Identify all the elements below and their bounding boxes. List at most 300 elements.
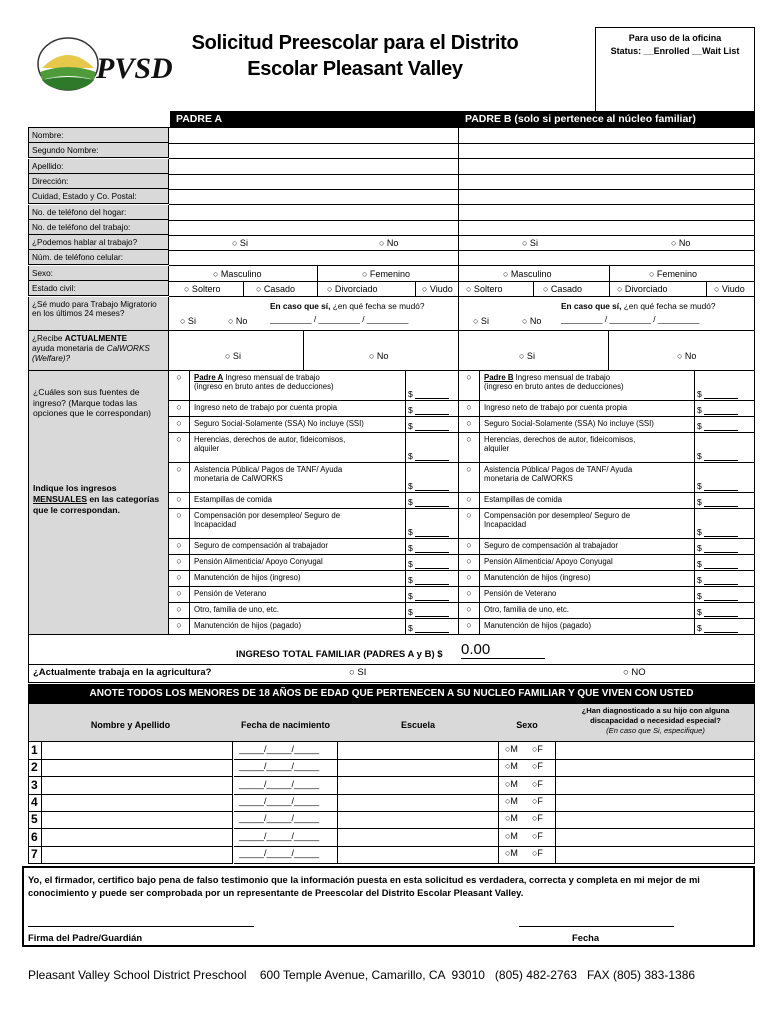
income-b-amount-divider-7 [694,539,695,555]
income-a-amount-12[interactable] [408,623,449,633]
income-b-label-2: Seguro Social-Solamente (SSA) No incluye (SSI) [484,419,654,428]
child-school-field[interactable] [338,777,499,795]
date-line[interactable] [519,926,674,927]
income-b-amount-7[interactable] [697,543,738,553]
padre-a-field-1[interactable] [169,143,459,159]
income-b-checkbox-2[interactable]: ○ [459,417,480,433]
child-school-field[interactable] [338,829,499,847]
special-h1: ¿Han diagnosticado a su hijo con alguna [581,706,730,715]
amount-blank[interactable] [704,576,738,585]
income-a-amount-divider-8 [405,555,406,571]
signature-label: Firma del Padre/Guardián [28,932,143,943]
dollar-sign: $ [697,543,705,553]
col-school-header: Escuela [400,720,436,730]
income-b-amount-divider-12 [694,619,695,635]
child-school-field[interactable] [338,846,499,864]
income-b-checkbox-12[interactable]: ○ [459,619,480,635]
amount-blank[interactable] [415,528,449,537]
income-b-label-5: Estampillas de comida [484,495,563,504]
dollar-sign: $ [408,527,416,537]
title-line-2: Escolar Pleasant Valley [247,58,463,80]
civil-b-divorciado[interactable]: ○ Divorciado [617,284,668,294]
calworks-a-si[interactable]: ○ Si [225,351,241,361]
dollar-sign: $ [408,591,416,601]
dollar-sign: $ [697,623,705,633]
income-a-amount-6[interactable] [408,527,449,537]
income-a-checkbox-2[interactable]: ○ [169,417,190,433]
parent-label-7: ¿Podemos hablar al trabajo? [28,235,169,250]
child-name-field[interactable] [42,777,233,795]
income-a-label-9: Manutención de hijos (ingreso) [194,573,301,582]
child-dob-blank[interactable]: _____/_____/_____ [239,796,320,806]
income-a-amount-divider-11 [405,603,406,619]
amount-blank[interactable] [415,406,449,415]
calworks-l3: ayuda monetaria de [32,343,105,353]
income-b-label-0: Padre B Ingreso mensual de trabajo (ingreso en bruto antes de deducciones) [484,373,624,392]
child-special-field[interactable] [556,829,755,847]
amount-blank[interactable] [704,560,738,569]
total-income-label: INGRESO TOTAL FAMILIAR (PADRES A y B) $ [236,649,443,660]
amount-blank[interactable] [415,498,449,507]
income-b-amount-divider-8 [694,555,695,571]
dollar-sign: $ [408,421,416,431]
amount-blank[interactable] [704,544,738,553]
income-b-amount-1[interactable] [697,405,738,415]
dollar-sign: $ [697,451,705,461]
col-special-header [556,706,755,736]
amount-blank[interactable] [415,452,449,461]
income-b-amount-11[interactable] [697,607,738,617]
amount-blank[interactable] [704,624,738,633]
civil-b-casado[interactable]: ○ Casado [543,284,582,294]
dollar-sign: $ [697,481,705,491]
calworks-b-no[interactable]: ○ No [677,351,697,361]
income-monthly-label [33,483,165,517]
income-a-amount-divider-9 [405,571,406,587]
dollar-sign: $ [408,497,416,507]
income-b-amount-4[interactable] [697,481,738,491]
income-b-checkbox-8[interactable]: ○ [459,555,480,571]
civil-a-viudo[interactable]: ○ Viudo [422,284,453,294]
income-a-amount-divider-12 [405,619,406,635]
child-name-field[interactable] [42,742,233,760]
amount-blank[interactable] [415,592,449,601]
income-b-amount-divider-10 [694,587,695,603]
calworks-a-no[interactable]: ○ No [369,351,389,361]
parent-label-0: Nombre: [28,128,169,143]
income-b-checkbox-5[interactable]: ○ [459,493,480,509]
calworks-l1: ¿Recibe [32,334,63,343]
income-a-checkbox-4[interactable]: ○ [169,463,190,493]
monthly-l2: MENSUALES [33,494,87,505]
agriculture-question: ¿Actualmente trabaja en la agricultura? [33,667,212,678]
child-school-field[interactable] [338,742,499,760]
income-a-checkbox-3[interactable]: ○ [169,433,190,463]
dollar-sign: $ [408,543,416,553]
income-a-label-6: Compensación por desempleo/ Seguro de Incapacidad [194,511,341,530]
children-banner: ANOTE TODOS LOS MENORES DE 18 AÑOS DE EDAD QUE PERTENECEN A SU NUCLEO FAMILIAR Y QUE VIVEN CON USTED [28,684,755,704]
income-a-amount-9[interactable] [408,575,449,585]
parent-label-10: Estado civil: [28,281,169,296]
income-b-amount-0[interactable] [697,389,738,399]
child-sex-m[interactable]: ○M [505,779,518,789]
parent-label-1: Segundo Nombre: [28,143,169,158]
child-school-field[interactable] [338,794,499,812]
income-a-amount-divider-6 [405,509,406,539]
amount-blank[interactable] [415,624,449,633]
income-b-label-9: Manutención de hijos (ingreso) [484,573,591,582]
amount-blank[interactable] [415,482,449,491]
child-sex-m[interactable]: ○M [505,744,518,754]
child-sex-m[interactable]: ○M [505,796,518,806]
migrant-b-date[interactable]: _________ / _________ / _________ [561,314,700,324]
parent-label-4: Cuidad, Estado y Co. Postal: [28,189,169,204]
padre-b-field-0[interactable] [459,128,755,144]
dollar-sign: $ [697,497,705,507]
child-sex-m[interactable]: ○M [505,761,518,771]
child-school-field[interactable] [338,759,499,777]
income-b-checkbox-10[interactable]: ○ [459,587,480,603]
certification-box [22,866,755,947]
padre-a-field-6[interactable] [169,220,459,236]
sex-b-masculino[interactable]: ○ Masculino [503,269,552,279]
child-special-field[interactable] [556,846,755,864]
child-sex-f[interactable]: ○F [532,848,543,858]
civil-a-divider-1 [317,281,318,297]
child-row-number: 4 [31,795,38,809]
total-income-value[interactable]: 0.00 [461,641,545,659]
income-b-amount-2[interactable] [697,421,738,431]
migrant-a-question [270,302,425,312]
child-special-field[interactable] [556,794,755,812]
income-b-label-3: Herencias, derechos de autor, fideicomisos, alquiler [484,435,636,454]
dollar-sign: $ [408,389,416,399]
child-special-field[interactable] [556,811,755,829]
child-dob-blank[interactable]: _____/_____/_____ [239,779,320,789]
dollar-sign: $ [697,607,705,617]
income-b-label-1: Ingreso neto de trabajo por cuenta propia [484,403,628,412]
income-b-checkbox-1[interactable]: ○ [459,401,480,417]
income-a-checkbox-8[interactable]: ○ [169,555,190,571]
migrant-b-si[interactable]: ○ Si [473,316,489,326]
income-b-amount-divider-4 [694,463,695,493]
income-b-amount-12[interactable] [697,623,738,633]
total-income-row [28,635,755,665]
civil-a-soltero[interactable]: ○ Soltero [184,284,221,294]
income-a-label-0: Padre A Ingreso mensual de trabajo (ingreso en bruto antes de deducciones) [194,373,334,392]
child-sex-f[interactable]: ○F [532,813,543,823]
income-b-checkbox-6[interactable]: ○ [459,509,480,539]
income-b-checkbox-3[interactable]: ○ [459,433,480,463]
income-b-amount-9[interactable] [697,575,738,585]
work-call-b-si[interactable]: ○ Si [522,238,538,248]
child-school-field[interactable] [338,811,499,829]
dollar-sign: $ [408,575,416,585]
income-a-amount-3[interactable] [408,451,449,461]
income-a-checkbox-10[interactable]: ○ [169,587,190,603]
logo-graphic [34,32,173,94]
dollar-sign: $ [408,559,416,569]
child-row-number: 6 [31,830,38,844]
padre-a-field-2[interactable] [169,159,459,175]
amount-blank[interactable] [415,608,449,617]
income-b-amount-divider-6 [694,509,695,539]
child-name-field[interactable] [42,759,233,777]
special-h3: (En caso que Si, especifique) [606,725,705,735]
income-b-amount-divider-1 [694,401,695,417]
civil-a-casado[interactable]: ○ Casado [256,284,295,294]
sex-b-divider [609,266,610,282]
income-b-amount-divider-5 [694,493,695,509]
migrant-a-no[interactable]: ○ No [228,316,248,326]
col-name-header: Nombre y Apellido [90,720,171,730]
income-a-checkbox-12[interactable]: ○ [169,619,190,635]
dollar-sign: $ [697,527,705,537]
sex-b-femenino[interactable]: ○ Femenino [649,269,697,279]
padre-b-header: PADRE B (solo si pertenece al núcleo familiar) [459,111,755,127]
amount-blank[interactable] [415,560,449,569]
income-a-checkbox-1[interactable]: ○ [169,401,190,417]
income-b-checkbox-11[interactable]: ○ [459,603,480,619]
padre-a-field-5[interactable] [169,205,459,221]
child-dob-blank[interactable]: _____/_____/_____ [239,831,320,841]
calworks-l2: ACTUALMENTE [64,334,128,343]
logo [34,32,173,94]
income-a-checkbox-0[interactable]: ○ [169,371,190,401]
calworks-label [28,331,169,371]
migrant-a-si[interactable]: ○ Si [180,316,196,326]
migrant-label: ¿Sé mudo para Trabajo Migratorio en los últimos 24 meses? [28,297,169,331]
child-sex-m[interactable]: ○M [505,831,518,841]
amount-blank[interactable] [415,390,449,399]
income-a-amount-11[interactable] [408,607,449,617]
income-b-amount-6[interactable] [697,527,738,537]
calworks-l4: CalWORKS [106,343,150,353]
civil-b-soltero[interactable]: ○ Soltero [466,284,503,294]
padre-b-field-5[interactable] [459,205,755,221]
child-dob-blank[interactable]: _____/_____/_____ [239,744,320,754]
income-b-amount-divider-3 [694,433,695,463]
income-a-label-3: Herencias, derechos de autor, fideicomisos, alquiler [194,435,346,454]
monthly-l3: en las categorías que le correspondan. [33,494,160,516]
income-a-amount-divider-0 [405,371,406,401]
child-sex-m[interactable]: ○M [505,848,518,858]
child-name-field[interactable] [42,829,233,847]
padre-a-field-8[interactable] [169,250,459,266]
padre-b-field-4[interactable] [459,189,755,205]
income-a-label-4: Asistencia Pública/ Pagos de TANF/ Ayuda monetaria de CalWORKS [194,465,343,484]
page-title [160,30,550,82]
income-a-label-7: Seguro de compensación al trabajador [194,541,328,550]
child-dob-blank[interactable]: _____/_____/_____ [239,848,320,858]
logo-text: PVSD [96,52,173,85]
income-b-checkbox-0[interactable]: ○ [459,371,480,401]
office-use-box [595,27,755,111]
calworks-b-si[interactable]: ○ Si [519,351,535,361]
padre-b-field-2[interactable] [459,159,755,175]
income-b-label-11: Otro, familia de uno, etc. [484,605,569,614]
income-b-amount-10[interactable] [697,591,738,601]
amount-blank[interactable] [704,390,738,399]
migrant-b-no[interactable]: ○ No [522,316,542,326]
income-a-checkbox-11[interactable]: ○ [169,603,190,619]
padre-a-header: PADRE A [170,111,459,127]
civil-b-divider-2 [706,281,707,297]
padre-b-field-1[interactable] [459,143,755,159]
agriculture-no[interactable]: ○ NO [623,667,646,678]
amount-blank[interactable] [704,528,738,537]
child-row-number: 7 [31,847,38,861]
income-a-checkbox-5[interactable]: ○ [169,493,190,509]
amount-blank[interactable] [704,422,738,431]
income-a-checkbox-6[interactable]: ○ [169,509,190,539]
child-dob-blank[interactable]: _____/_____/_____ [239,813,320,823]
child-sex-f[interactable]: ○F [532,744,543,754]
income-question: ¿Cuáles son sus fuentes de ingreso? (Marque todas las opciones que le correspondan) [33,387,152,419]
monthly-l1: Indique los ingresos [33,483,117,493]
income-a-amount-0[interactable] [408,389,449,399]
migrant-b-q2: ¿en qué fecha se mudó? [623,301,716,311]
income-a-parent-tag: Padre A [194,373,224,382]
income-a-label-1: Ingreso neto de trabajo por cuenta propia [194,403,338,412]
civil-a-divorciado[interactable]: ○ Divorciado [327,284,378,294]
income-b-amount-divider-9 [694,571,695,587]
padre-b-field-8[interactable] [459,250,755,266]
parent-label-8: Núm. de teléfono celular: [28,250,169,265]
amount-blank[interactable] [415,544,449,553]
income-b-checkbox-7[interactable]: ○ [459,539,480,555]
income-a-label-8: Pensión Alimenticia/ Apoyo Conyugal [194,557,323,566]
child-name-field[interactable] [42,811,233,829]
income-b-amount-3[interactable] [697,451,738,461]
income-a-amount-7[interactable] [408,543,449,553]
child-special-field[interactable] [556,777,755,795]
income-b-label-8: Pensión Alimenticia/ Apoyo Conyugal [484,557,613,566]
income-a-amount-2[interactable] [408,421,449,431]
dollar-sign: $ [408,481,416,491]
child-name-field[interactable] [42,794,233,812]
migrant-a-date[interactable]: _________ / _________ / _________ [270,314,409,324]
civil-b-viudo[interactable]: ○ Viudo [714,284,745,294]
dollar-sign: $ [697,421,705,431]
sex-a-divider [317,266,318,282]
padre-a-field-4[interactable] [169,189,459,205]
income-a-amount-1[interactable] [408,405,449,415]
agriculture-si[interactable]: ○ SI [349,667,367,678]
calworks-l5: (Welfare)? [32,353,71,363]
child-row-number: 2 [31,760,38,774]
amount-blank[interactable] [415,576,449,585]
amount-blank[interactable] [415,422,449,431]
income-a-amount-divider-3 [405,433,406,463]
padre-b-field-3[interactable] [459,174,755,190]
income-a-label-5: Estampillas de comida [194,495,273,504]
migrant-b-question [561,302,716,312]
padre-b-field-6[interactable] [459,220,755,236]
income-b-checkbox-4[interactable]: ○ [459,463,480,493]
office-status: Status: __Enrolled __Wait List [610,46,740,56]
income-a-amount-divider-5 [405,493,406,509]
child-dob-blank[interactable]: _____/_____/_____ [239,761,320,771]
income-b-parent-tag: Padre B [484,373,514,382]
dollar-sign: $ [697,405,705,415]
parent-label-3: Dirección: [28,174,169,189]
child-sex-f[interactable]: ○F [532,761,543,771]
col-dob-header: Fecha de nacimiento [240,720,331,730]
income-label-cell [28,371,169,635]
income-b-label-4: Asistencia Pública/ Pagos de TANF/ Ayuda monetaria de CalWORKS [484,465,633,484]
income-a-label-11: Otro, familia de uno, etc. [194,605,279,614]
civil-a-divider-2 [415,281,416,297]
income-b-label-10: Pensión de Veterano [484,589,557,598]
sex-a-femenino[interactable]: ○ Femenino [362,269,410,279]
income-b-label-7: Seguro de compensación al trabajador [484,541,618,550]
income-b-amount-8[interactable] [697,559,738,569]
income-b-amount-divider-2 [694,417,695,433]
parent-label-2: Apellido: [28,159,169,174]
amount-blank[interactable] [704,452,738,461]
parent-label-6: No. de teléfono del trabajo: [28,220,169,235]
income-a-amount-4[interactable] [408,481,449,491]
padre-a-field-7 [169,235,459,251]
dollar-sign: $ [408,405,416,415]
child-special-field[interactable] [556,742,755,760]
work-call-a-si[interactable]: ○ Si [232,238,248,248]
civil-a-divider-0 [243,281,244,297]
income-a-amount-8[interactable] [408,559,449,569]
child-row-number: 5 [31,812,38,826]
income-a-checkbox-9[interactable]: ○ [169,571,190,587]
padre-b-field-7 [459,235,755,251]
amount-blank[interactable] [704,498,738,507]
certification-text: Yo, el firmador, certifico bajo pena de falso testimonio que la información puesta en esta solicitud es verdadera, correcta y completa en mi mejor de mi conocimiento y puede ser comprobada por un representante de Preescolar del Distrito Escolar Pleasant Valley. [28,874,700,898]
dollar-sign: $ [408,623,416,633]
amount-blank[interactable] [704,482,738,491]
dollar-sign: $ [408,451,416,461]
income-a-amount-divider-10 [405,587,406,603]
padre-a-field-0[interactable] [169,128,459,144]
child-row-number: 1 [31,743,38,757]
child-sex-m[interactable]: ○M [505,813,518,823]
child-sex-f[interactable]: ○F [532,796,543,806]
child-special-field[interactable] [556,759,755,777]
padre-a-field-3[interactable] [169,174,459,190]
income-a-amount-10[interactable] [408,591,449,601]
income-a-amount-divider-4 [405,463,406,493]
work-call-b-no[interactable]: ○ No [671,238,691,248]
child-name-field[interactable] [42,846,233,864]
child-sex-f[interactable]: ○F [532,831,543,841]
income-a-amount-divider-2 [405,417,406,433]
migrant-b-q1: En caso que sí, [561,301,622,311]
work-call-a-no[interactable]: ○ No [379,238,399,248]
dollar-sign: $ [408,607,416,617]
income-b-label-12: Manutención de hijos (pagado) [484,621,592,630]
child-sex-f[interactable]: ○F [532,779,543,789]
amount-blank[interactable] [704,592,738,601]
income-b-amount-5[interactable] [697,497,738,507]
amount-blank[interactable] [704,406,738,415]
signature-line[interactable] [28,926,254,927]
income-b-checkbox-9[interactable]: ○ [459,571,480,587]
migrant-a-q1: En caso que sí, [270,301,331,311]
sex-a-masculino[interactable]: ○ Masculino [213,269,262,279]
civil-b-divider-1 [609,281,610,297]
date-label: Fecha [572,932,600,943]
amount-blank[interactable] [704,608,738,617]
income-a-amount-5[interactable] [408,497,449,507]
income-a-checkbox-7[interactable]: ○ [169,539,190,555]
